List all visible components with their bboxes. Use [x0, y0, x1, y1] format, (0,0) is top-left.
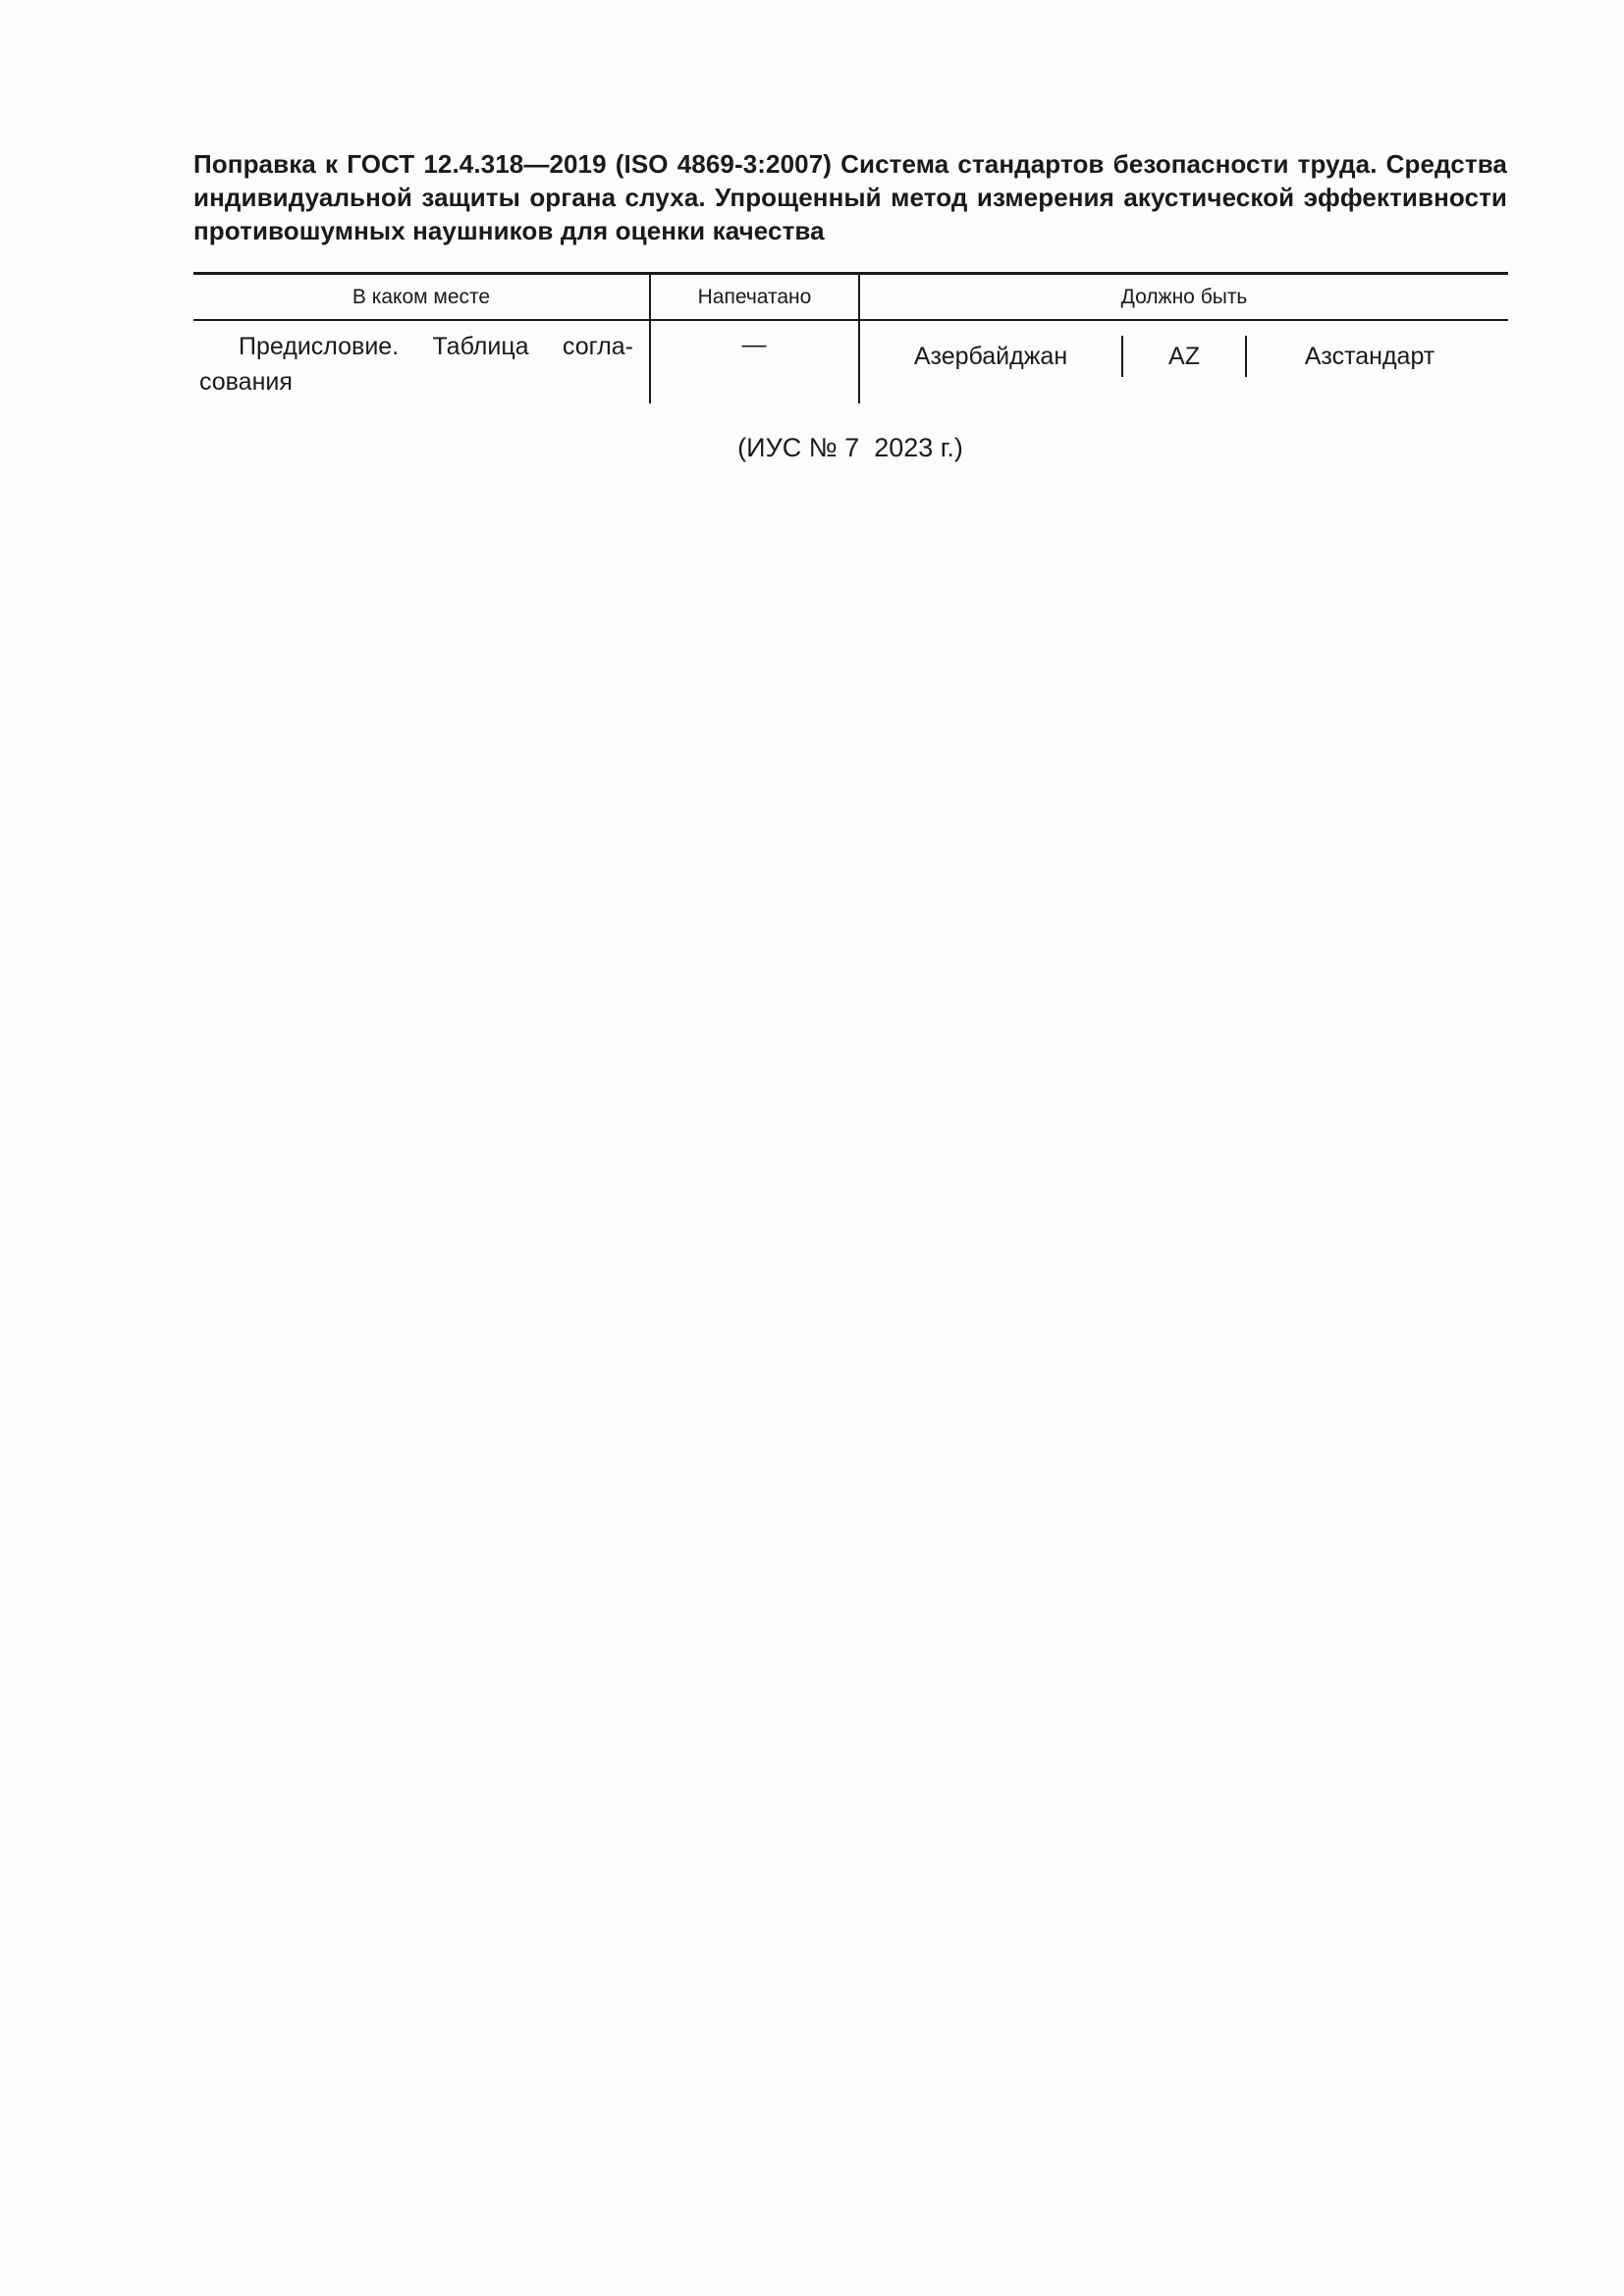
table-header-rule — [193, 319, 1508, 321]
header-should-be: Должно быть — [1120, 286, 1248, 308]
table-top-rule — [193, 272, 1508, 275]
source-note: (ИУС № 7 2023 г.) — [737, 433, 963, 462]
cell-standards-body: Азстандарт — [1304, 343, 1435, 370]
cell-country: Азербайджан — [913, 343, 1068, 370]
cell-printed: — — [741, 331, 767, 358]
page-title: Поправка к ГОСТ 12.4.318—2019 (ISO 4869-3:2007) Система стандартов безопасности труда. Средства индивидуальной защиты органа слуха. Упрощенный метод измерения акустической эффективности противошумных наушников для оценки качества — [193, 149, 1507, 245]
cell-country-code: AZ — [1168, 343, 1200, 370]
header-printed: Напечатано — [697, 286, 812, 308]
cell-place: Предисловие. Таблица согла-сования — [199, 333, 633, 396]
header-place: В каком месте — [352, 286, 491, 308]
table-row — [199, 329, 633, 400]
